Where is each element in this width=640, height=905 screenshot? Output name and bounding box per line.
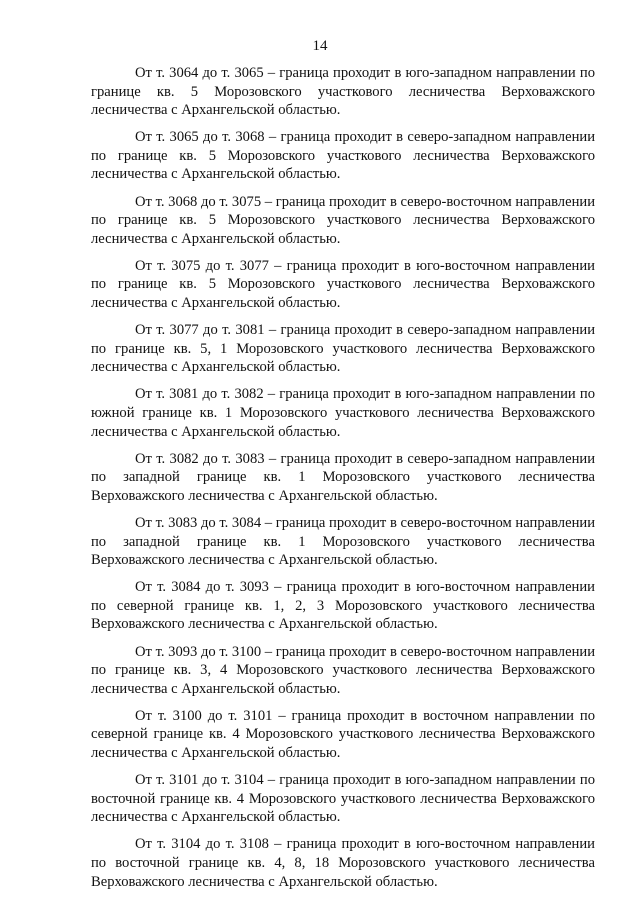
boundary-paragraph: От т. 3081 до т. 3082 – граница проходит в юго-западном направлении по южной границе кв. 1 Морозовского участкового лесничества Верховажского лесничества с Архангельской областью. <box>91 386 595 440</box>
boundary-paragraph: От т. 3075 до т. 3077 – граница проходит в юго-восточном направлении по границе кв. 5 Морозовского участкового лесничества Верховажского лесничества с Архангельской областью. <box>91 257 595 312</box>
boundary-paragraph: От т. 3064 до т. 3065 – граница проходит в юго-западном направлении по границе кв. 5 Морозовского участкового лесничества Верховажского лесничества с Архангельской областью. <box>91 65 595 119</box>
boundary-paragraph: От т. 3100 до т. 3101 – граница проходит в восточном направлении по северной границе кв. 4 Морозовского участкового лесничества Верховажского лесничества с Архангельской областью. <box>91 707 595 761</box>
page-number: 14 <box>312 38 328 54</box>
boundary-paragraph: От т. 3083 до т. 3084 – граница проходит в северо-восточном направлении по западной границе кв. 1 Морозовского участкового лесничества Верховажского лесничества с Архангельской областью. <box>91 514 596 569</box>
boundary-paragraph: От т. 3068 до т. 3075 – граница проходит в северо-восточном направлении по границе кв. 5 Морозовского участкового лесничества Верховажского лесничества с Архангельской областью. <box>91 193 596 247</box>
document-body <box>91 64 595 900</box>
boundary-paragraph: От т. 3104 до т. 3108 – граница проходит в юго-восточном направлении по восточной границе кв. 4, 8, 18 Морозовского участкового лесничества Верховажского лесничества с Архангельской областью. <box>91 836 595 890</box>
boundary-paragraph: От т. 3082 до т. 3083 – граница проходит в северо-западном направлении по западной границе кв. 1 Морозовского участкового лесничества Верховажского лесничества с Архангельской областью. <box>91 450 595 504</box>
boundary-paragraph: От т. 3093 до т. 3100 – граница проходит в северо-восточном направлении по границе кв. 3, 4 Морозовского участкового лесничества Верховажского лесничества с Архангельской областью. <box>91 643 596 697</box>
boundary-paragraph: От т. 3101 до т. 3104 – граница проходит в юго-западном направлении по восточной границе кв. 4 Морозовского участкового лесничества Верховажского лесничества с Архангельской областью. <box>91 772 595 826</box>
boundary-paragraph: От т. 3065 до т. 3068 – граница проходит в северо-западном направлении по границе кв. 5 Морозовского участкового лесничества Верховажского лесничества с Архангельской областью. <box>91 129 595 183</box>
boundary-paragraph: От т. 3084 до т. 3093 – граница проходит в юго-восточном направлении по северной границе кв. 1, 2, 3 Морозовского участкового лесничества Верховажского лесничества с Архангельской областью. <box>91 579 595 633</box>
boundary-paragraph: От т. 3077 до т. 3081 – граница проходит в северо-западном направлении по границе кв. 5, 1 Морозовского участкового лесничества Верховажского лесничества с Архангельской областью. <box>91 322 595 376</box>
